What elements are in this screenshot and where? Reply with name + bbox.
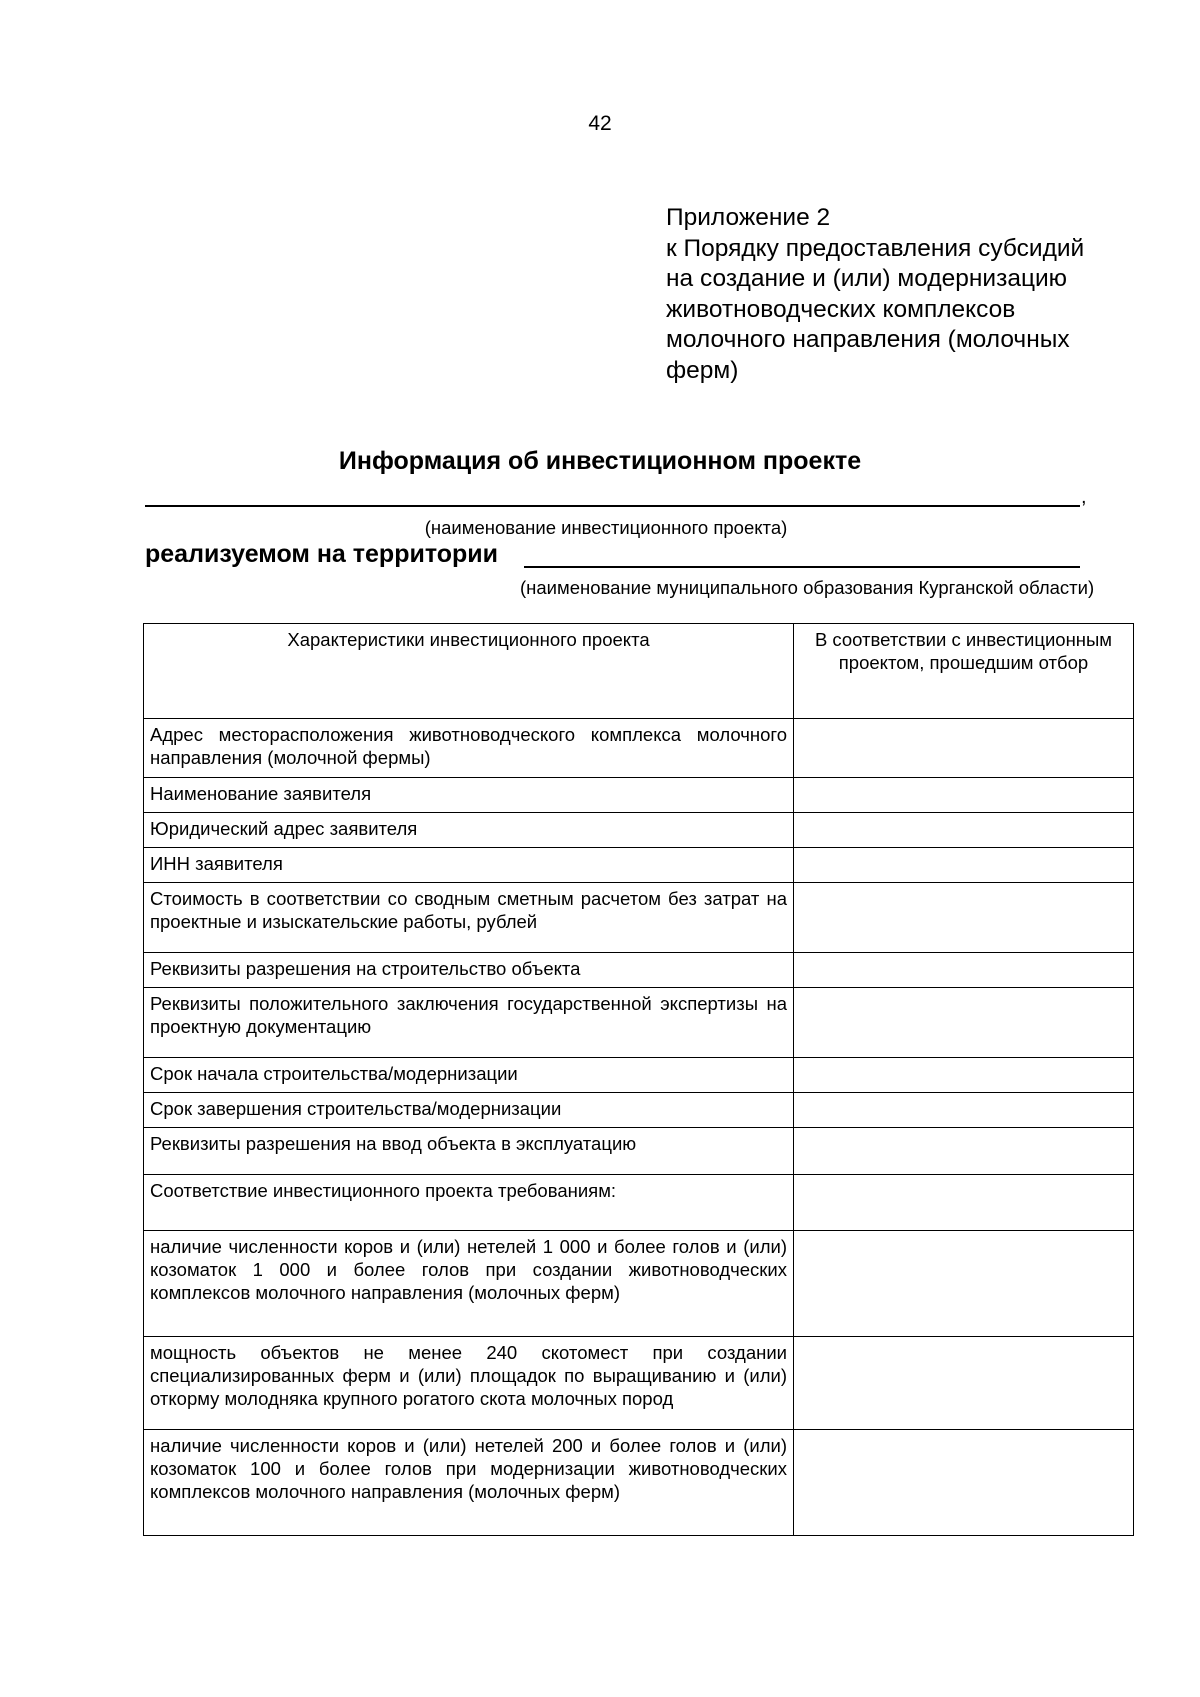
- table-row: [144, 813, 1134, 848]
- header-characteristics: Характеристики инвестиционного проекта: [144, 624, 794, 719]
- row-value[interactable]: [794, 1231, 1134, 1337]
- row-label: Срок завершения строительства/модернизации: [144, 1093, 794, 1128]
- row-label: Реквизиты положительного заключения государственной экспертизы на проектную документацию: [144, 988, 794, 1058]
- territory-label: реализуемом на территории: [145, 540, 499, 568]
- row-value[interactable]: [794, 1128, 1134, 1175]
- appendix-line: молочного направления (молочных: [666, 326, 1070, 353]
- page-number: 42: [588, 112, 612, 135]
- project-name-field[interactable]: [145, 505, 1080, 507]
- project-info-table: [143, 623, 1134, 1536]
- appendix-line: на создание и (или) модернизацию: [666, 265, 1068, 292]
- table-row: [144, 778, 1134, 813]
- row-value[interactable]: [794, 988, 1134, 1058]
- table-row: [144, 848, 1134, 883]
- row-label: наличие численности коров и (или) нетелей 1 000 и более голов и (или) козоматок 1 000 и более голов при создании животноводческих комплексов молочного направления (молочных ферм): [144, 1231, 794, 1337]
- row-value[interactable]: [794, 1093, 1134, 1128]
- row-label: Соответствие инвестиционного проекта требованиям:: [144, 1175, 794, 1231]
- row-label: Стоимость в соответствии со сводным сметным расчетом без затрат на проектные и изыскательские работы, рублей: [144, 883, 794, 953]
- municipality-field[interactable]: [524, 566, 1080, 568]
- table-row: [144, 1430, 1134, 1536]
- header-per-project: В соответствии с инвестиционным проектом, прошедшим отбор: [794, 624, 1134, 719]
- table-row: [144, 1337, 1134, 1430]
- row-label: Реквизиты разрешения на ввод объекта в эксплуатацию: [144, 1128, 794, 1175]
- table-row: [144, 1058, 1134, 1093]
- row-label: Юридический адрес заявителя: [144, 813, 794, 848]
- document-title: Информация об инвестиционном проекте: [338, 447, 862, 475]
- appendix-line: ферм): [666, 356, 739, 384]
- table-row: [144, 1231, 1134, 1337]
- row-value[interactable]: [794, 1337, 1134, 1430]
- table-row: [144, 1128, 1134, 1175]
- table-row: [144, 988, 1134, 1058]
- row-value[interactable]: [794, 953, 1134, 988]
- appendix-block: [666, 203, 1166, 386]
- comma: ,: [1081, 486, 1087, 508]
- row-value[interactable]: [794, 1058, 1134, 1093]
- row-value[interactable]: [794, 848, 1134, 883]
- row-label: Наименование заявителя: [144, 778, 794, 813]
- row-value[interactable]: [794, 813, 1134, 848]
- project-name-caption: (наименование инвестиционного проекта): [424, 517, 788, 538]
- appendix-line: животноводческих комплексов: [666, 295, 1016, 323]
- row-label: наличие численности коров и (или) нетелей 200 и более голов и (или) козоматок 100 и более голов при модернизации животноводческих комплексов молочного направления (молочных ферм): [144, 1430, 794, 1536]
- row-value[interactable]: [794, 778, 1134, 813]
- table-header-row: [144, 624, 1134, 719]
- row-value[interactable]: [794, 719, 1134, 778]
- row-label: Срок начала строительства/модернизации: [144, 1058, 794, 1093]
- row-value[interactable]: [794, 1175, 1134, 1231]
- row-label: мощность объектов не менее 240 скотомест при создании специализированных ферм и (или) площадок по выращиванию и (или) откорму молодняка крупного рогатого скота молочных пород: [144, 1337, 794, 1430]
- row-value[interactable]: [794, 1430, 1134, 1536]
- appendix-line: к Порядку предоставления субсидий: [666, 234, 1085, 262]
- municipality-caption: (наименование муниципального образования Курганской области): [520, 577, 1095, 598]
- row-label: ИНН заявителя: [144, 848, 794, 883]
- table-row: [144, 1175, 1134, 1231]
- row-label: Адрес месторасположения животноводческого комплекса молочного направления (молочной фермы): [144, 719, 794, 778]
- row-label: Реквизиты разрешения на строительство объекта: [144, 953, 794, 988]
- table-row: [144, 953, 1134, 988]
- table-row: [144, 883, 1134, 953]
- table-row: [144, 1093, 1134, 1128]
- row-value[interactable]: [794, 883, 1134, 953]
- table-row: [144, 719, 1134, 778]
- appendix-line: Приложение 2: [666, 204, 831, 231]
